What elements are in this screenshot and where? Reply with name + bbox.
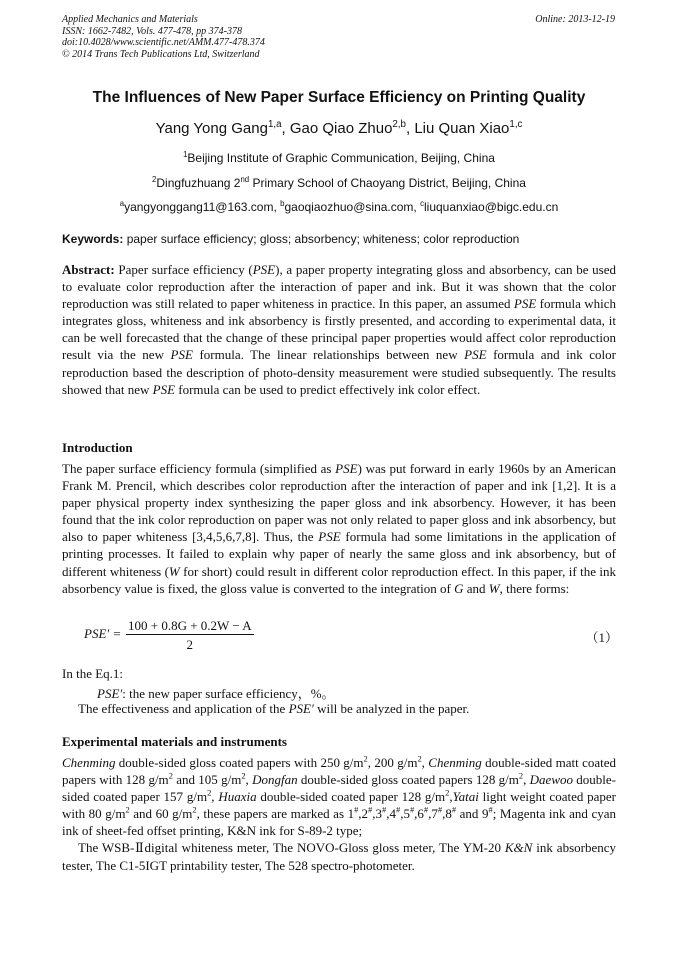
affiliation-1: $^1$Beijing Institute of Graphic Communication, Beijing, China xyxy=(183,150,495,165)
equation-lhs: PSE′ = xyxy=(84,626,122,641)
keywords-text: paper surface efficiency; gloss; absorbency; whiteness; color reproduction xyxy=(123,232,520,246)
keywords-label: Keywords: xyxy=(62,232,124,246)
paper-title: The Influences of New Paper Surface Efficiency on Printing Quality xyxy=(92,89,586,106)
author-name: Yang Yong Gang xyxy=(155,120,268,137)
author-separator: , xyxy=(281,120,290,137)
equation-denominator: 2 xyxy=(186,637,194,652)
keywords xyxy=(62,232,519,246)
abstract-label: Abstract: xyxy=(62,262,115,277)
author-affiliation-mark: 2,b xyxy=(392,119,406,130)
email-link[interactable]: yangyonggang11@163.com, xyxy=(124,200,281,214)
author-name: Liu Quan Xiao xyxy=(414,120,510,137)
online-date: Online: 2013-12-19 xyxy=(535,14,615,25)
equation-1 xyxy=(84,618,624,658)
equation-numerator: 100 + 0.8G + 0.2W − A xyxy=(128,618,252,633)
affiliation-2: $^2$Dingfuzhuang 2nd Primary School of Chaoyang District, Beijing, China xyxy=(152,175,526,190)
equation-fraction xyxy=(126,618,254,653)
eq-note-definition: PSE′: the new paper surface efficiency，%。 xyxy=(97,686,335,701)
email-link[interactable]: gaoqiaozhuo@sina.com, xyxy=(284,200,421,214)
author-affiliation-mark: 1,a xyxy=(267,119,282,130)
instruments-paragraph: The WSB-Ⅱdigital whiteness meter, The NOVO-Gloss gloss meter, The YM-20 K&N ink absorbency tester, The C1-5IGT printability tester, The 528 spectro-photometer. xyxy=(62,840,616,873)
journal-header xyxy=(62,14,265,60)
author-separator: , xyxy=(405,120,415,137)
eq-note-usage: The effectiveness and application of the PSE′ will be analyzed in the paper. xyxy=(78,701,470,716)
abstract: Abstract: Paper surface efficiency (PSE), a paper property integrating gloss and absorbency, can be used to evaluate color reproduction after the interaction of paper and ink. But it was shown that the color reproduction was still related to paper whiteness in practice. In this paper, an assumed PSE formula which integrates gloss, whiteness and ink absorbency is firstly presented, and according to experimental data, it can be well forecasted that the change of these principal paper properties would affect color reproduction result via the new PSE formula. The linear relationships between new PSE formula and ink color reproduction based the description of photo-density measurement were studied subsequently. The results showed that new PSE formula can be used to predict effectively ink color effect. xyxy=(62,262,616,397)
materials-heading: Experimental materials and instruments xyxy=(62,734,287,749)
eq-note-intro: In the Eq.1: xyxy=(62,666,124,681)
materials-paragraph: Chenming double-sided gloss coated papers with 250 $g/m^2$, 200 $g/m^2$, Chenming double-sided matt coated papers with 128 $g/m^2$ and 105 $g/m^2$, Dongfan double-sided gloss coated papers 128 $g/m^2$, Daewoo double-sided coated paper 157 $g/m^2$, Huaxia double-sided coated paper 128 $g/m^2,Yatai$ light weight coated paper with 80 $g/m^2$ and 60 $g/m^2$, these papers are marked as 1#,2#,3#,4#,5#,6#,7#,8# and 9#; Magenta ink and cyan ink of sheet-fed offset printing, K&N ink for S-89-2 type; The WSB-Ⅱdigital whiteness meter, The NOVO-Gloss gloss meter, The YM-20 K&N ink absorbency tester, The C1-5IGT printability tester, The 528 spectro-photometer. xyxy=(62,753,617,873)
journal-name: Applied Mechanics and Materials xyxy=(62,14,198,25)
intro-paragraph: The paper surface efficiency formula (simplified as PSE) was put forward in early 1960s by an American Frank M. Prencil, which describes color reproduction after the interaction of paper and ink [1,2]. It is a paper physical property index synthesizing the paper gloss and ink absorbency. However, it has been found that the ink color reproduction on paper was not only related to paper gloss and ink absorbency, but also to paper whiteness [3,4,5,6,7,8]. Thus, the PSE formula had some limitations in the application of printing processes. It failed to explain why paper of nearly the same gloss and ink absorbency, but of different whiteness (W for short) could result in different color reproduction effect. In this paper, if the ink absorbency value is fixed, the gloss value is converted to the integration of G and W, there forms: xyxy=(62,461,617,596)
author-list xyxy=(0,120,678,137)
journal-issn: ISSN: 1662-7482, Vols. 477-478, pp 374-378 xyxy=(62,25,242,37)
intro-heading: Introduction xyxy=(62,440,133,455)
journal-copyright: © 2014 Trans Tech Publications Ltd, Switzerland xyxy=(62,48,260,60)
equation-number: （1） xyxy=(585,630,618,645)
journal-doi: doi:10.4028/www.scientific.net/AMM.477-478.374 xyxy=(62,37,265,48)
author-affiliation-mark: 1,c xyxy=(509,119,523,130)
email-link[interactable]: liuquanxiao@bigc.edu.cn xyxy=(424,200,559,214)
author-emails: $^a$yangyonggang11@163.com, $^b$gaoqiaozhuo@sina.com, $^c$liuquanxiao@bigc.edu.cn xyxy=(119,199,559,214)
author-name: Gao Qiao Zhuo xyxy=(289,120,393,137)
